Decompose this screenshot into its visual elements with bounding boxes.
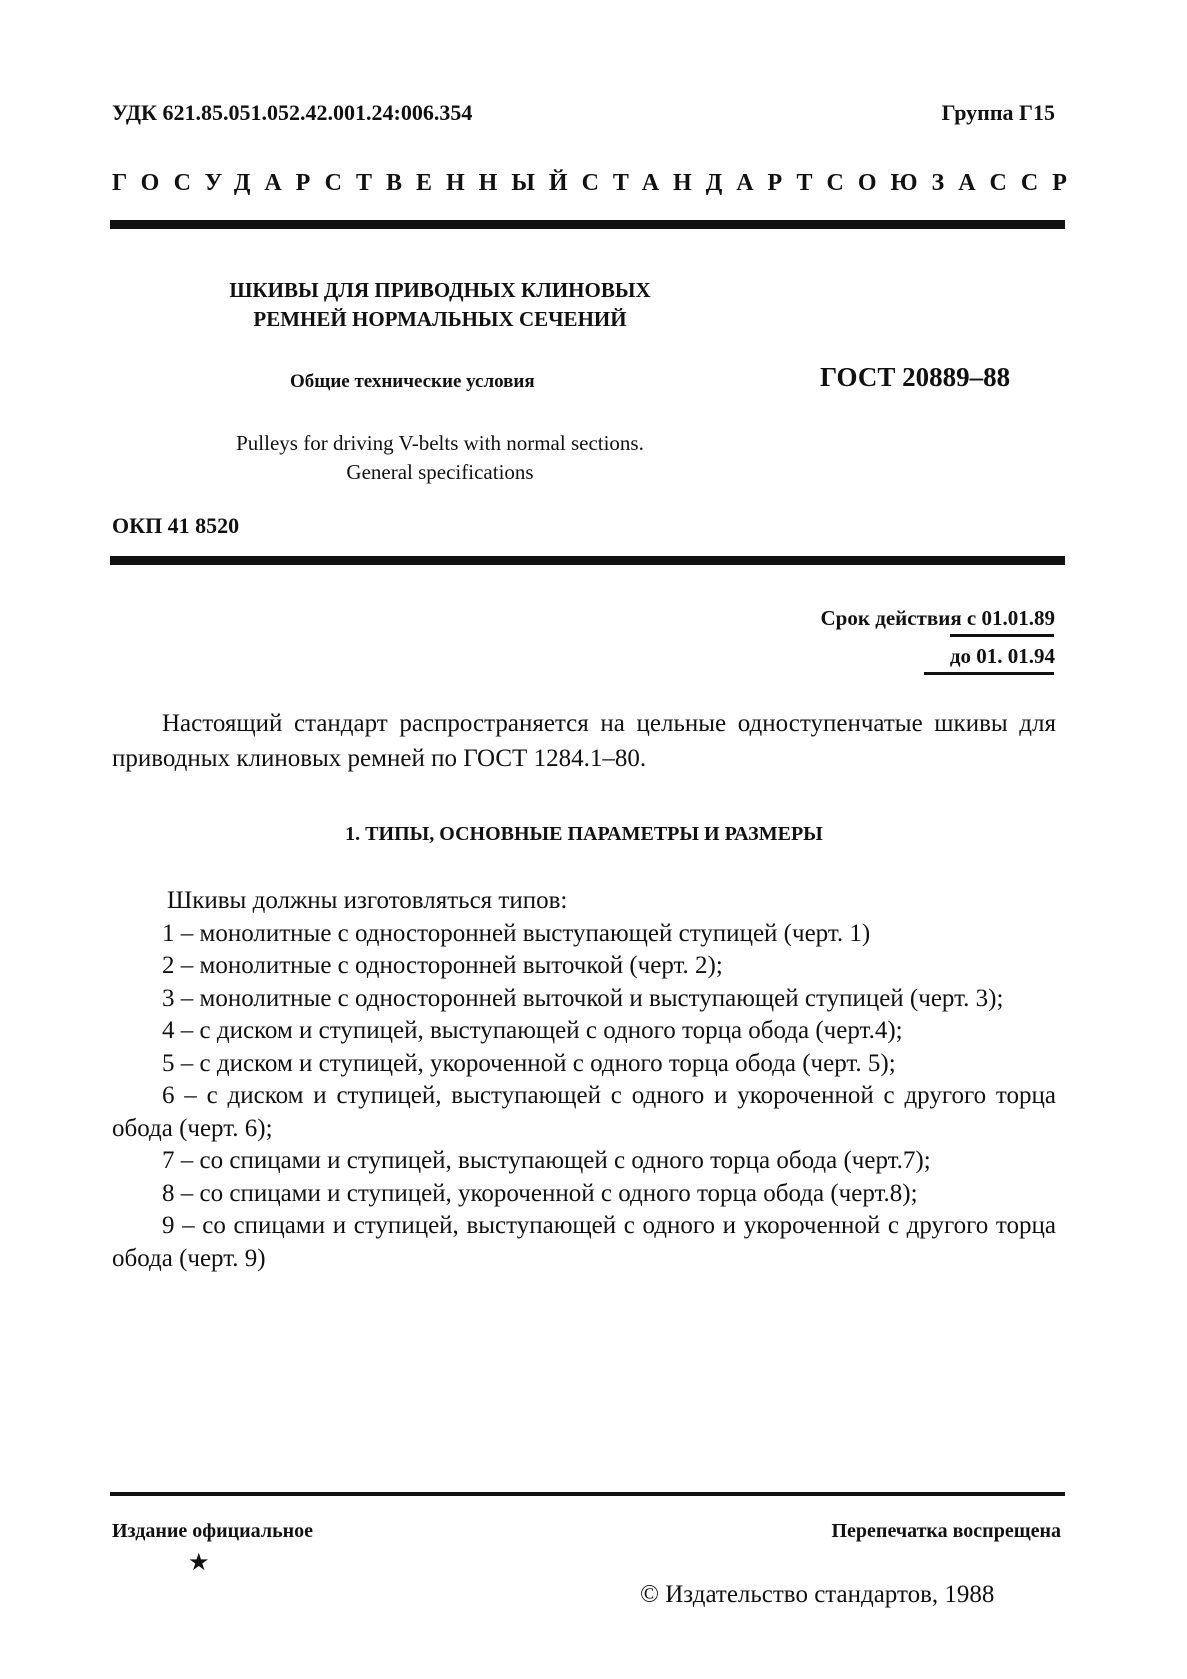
list-item: 4 – с диском и ступицей, выступающей с одного торца обода (черт.4);: [162, 1017, 903, 1044]
types-list: [112, 885, 1056, 1275]
banner-word-2: СТАНДАРТ: [581, 170, 827, 196]
document-title: [200, 276, 680, 334]
group-code: Группа Г15: [941, 100, 1055, 125]
banner-word-4: ССР: [989, 170, 1081, 196]
list-item: 6 – с диском и ступицей, выступающей с одного и укороченной с другого торца обода (черт. 6);: [112, 1082, 1056, 1142]
official-edition: Издание официальное: [112, 1520, 314, 1542]
reprint-notice: Перепечатка воспрещена: [831, 1520, 1061, 1542]
list-item: 3 – монолитные с односторонней выточкой и выступающей ступицей (черт. 3);: [162, 984, 1004, 1012]
section-heading: 1. ТИПЫ, ОСНОВНЫЕ ПАРАМЕТРЫ И РАЗМЕРЫ: [345, 823, 823, 845]
list-item: 5 – с диском и ступицей, укороченной с одного торца обода (черт. 5);: [162, 1049, 896, 1077]
gost-number: ГОСТ 20889–88: [820, 362, 1011, 392]
copyright: © Издательство стандартов, 1988: [640, 1581, 995, 1608]
list-item: 1 – монолитные с односторонней выступающей ступицей (черт. 1): [162, 919, 871, 947]
validity-from-underline: [950, 634, 1054, 637]
title-line-2: РЕМНЕЙ НОРМАЛЬНЫХ СЕЧЕНИЙ: [253, 307, 627, 331]
document-subtitle: Общие технические условия: [290, 371, 535, 392]
udk-code: УДК 621.85.051.052.42.001.24:006.354: [112, 100, 473, 125]
okp-code: ОКП 41 8520: [112, 513, 240, 538]
english-title: [170, 429, 710, 487]
state-standard-banner: [112, 170, 1081, 197]
validity-to-underline: [924, 672, 1054, 675]
list-item: 7 – со спицами и ступицей, выступающей с одного торца обода (черт.7);: [162, 1147, 931, 1174]
banner-word-1: ГОСУДАРСТВЕННЫЙ: [112, 170, 582, 196]
english-title-line-1: Pulleys for driving V-belts with normal sections.: [236, 431, 644, 455]
header-rule: [110, 220, 1065, 229]
footer-rule: [110, 1492, 1065, 1496]
list-item: 2 – монолитные с односторонней выточкой (черт. 2);: [162, 952, 723, 979]
banner-word-3: СОЮЗА: [826, 170, 990, 196]
title-line-1: ШКИВЫ ДЛЯ ПРИВОДНЫХ КЛИНОВЫХ: [229, 278, 651, 302]
validity-to: до 01. 01.94: [949, 644, 1055, 668]
english-title-line-2: General specifications: [346, 460, 534, 484]
intro-paragraph: Настоящий стандарт распространяется на цельные одноступенчатые шкивы для приводных клиновых ремней по ГОСТ 1284.1–80.: [112, 710, 1056, 772]
list-item: 8 – со спицами и ступицей, укороченной с одного торца обода (черт.8);: [162, 1179, 918, 1207]
okp-rule: [110, 556, 1065, 565]
star-icon: ★: [188, 1550, 210, 1576]
validity-from: Срок действия с 01.01.89: [820, 606, 1055, 630]
list-item: 9 – со спицами и ступицей, выступающей с одного и укороченной с другого торца обода (черт. 9): [112, 1212, 1056, 1272]
types-lead: Шкивы должны изготовляться типов:: [167, 887, 568, 914]
